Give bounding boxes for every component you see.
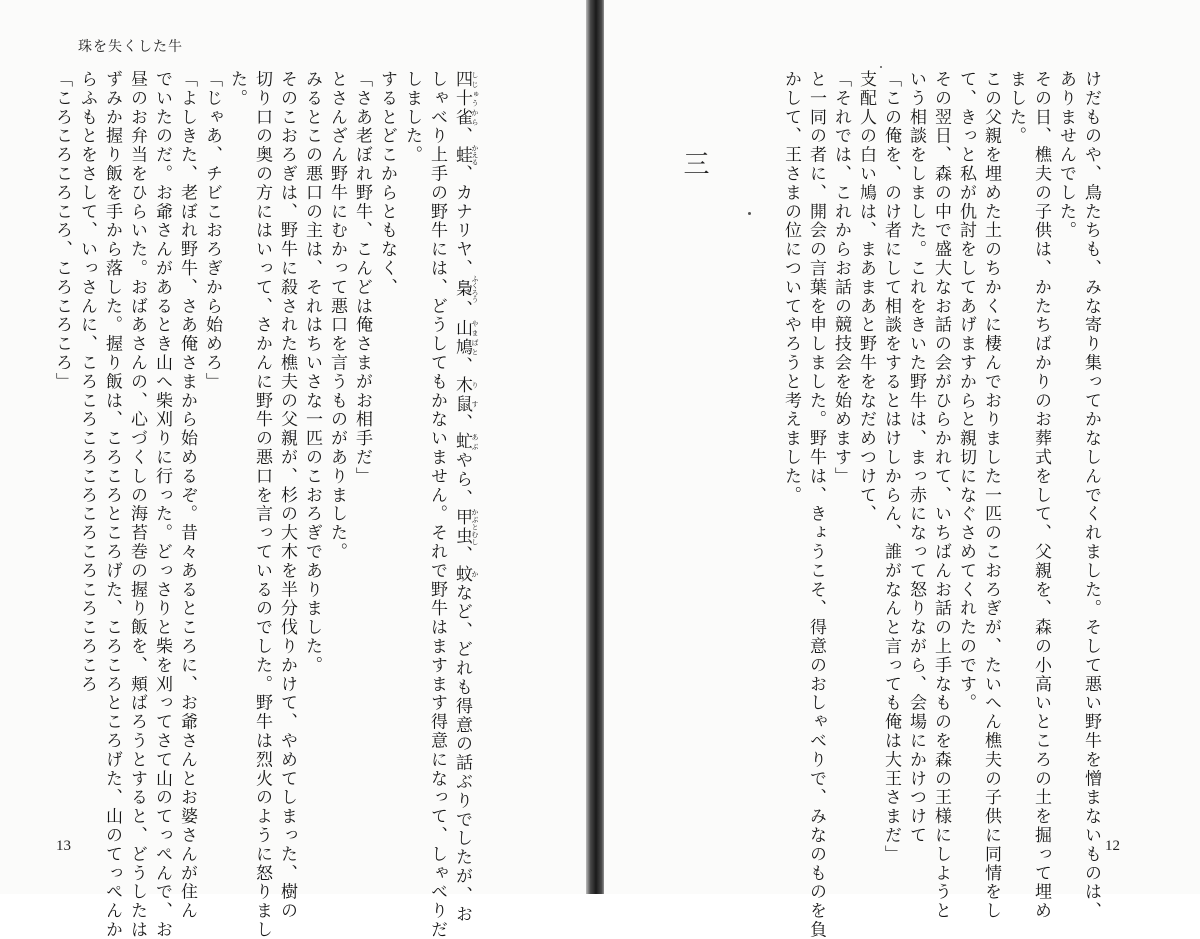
paper-speck xyxy=(748,212,751,215)
text-column: 「それでは、これからお話の競技会を始めます」 xyxy=(831,70,851,486)
book-gutter xyxy=(586,0,606,894)
page-number-right: 12 xyxy=(1105,838,1120,854)
text-column: 昼のお弁当をひらいた。おばあさんの、心づくしの海苔巻の握り飯を、頬ばろうとすると、どうしたは xyxy=(127,70,147,939)
text-column: けだものや、鳥たちも、みな寄り集ってかなしんでくれました。そして悪い野牛を憎まないものは、 xyxy=(1081,70,1101,921)
right-page xyxy=(604,0,1200,894)
text-column: 「ころころころころ、ころころころ」 xyxy=(52,70,72,392)
text-column: みるとこの悪口の主は、それはちいさな一匹のこおろぎでありました。 xyxy=(302,70,322,675)
text-column: て、きっと私が仇討をしてあげますからと親切になぐさめてくれたのです。 xyxy=(956,70,976,713)
text-column: 「じゃあ、チビこおろぎから始めろ」 xyxy=(202,70,222,392)
text-column: 「さあ老ぼれ野牛、こんどは俺さまがお相手だ」 xyxy=(352,70,372,486)
text-column: でいたのだ。お爺さんがあるとき山へ柴刈りに行った。どっさりと柴を刈ってさて山のてっぺんで、お xyxy=(152,70,172,939)
text-column: するとどこからともなく、 xyxy=(377,70,397,297)
section-number: 三 xyxy=(679,150,709,176)
text-column: らふもとをさして、いっさんに、ころころころころころころころころころ xyxy=(77,70,97,694)
text-column: かして、王さまの位についてやろうと考えました。 xyxy=(781,70,801,505)
text-column: 「よしきた、老ぼれ野牛、さあ俺さまから始めるぞ。昔々あるところに、お爺さんとお婆さんが住ん xyxy=(177,70,197,921)
text-column: ました。 xyxy=(1006,70,1026,146)
text-column: そのこおろぎは、野牛に殺された樵夫の父親が、杉の大木を半分伐りかけて、やめてしまった、樹の xyxy=(277,70,297,921)
text-column: しゃべり上手の野牛には、どうしてもかないません。それで野牛はますます得意になって、しゃべりだ xyxy=(427,70,447,939)
text-column: ありませんでした。 xyxy=(1056,70,1076,241)
text-column: その翌日、森の中で盛大なお話の会がひらかれて、いちばんお話の上手なものを森の王様にしようと xyxy=(931,70,951,921)
text-column: いう相談をしました。これをきいた野牛は、まっ赤になって怒りながら、会場にかけつけて xyxy=(906,70,926,845)
text-column: 「この俺を、のけ者にして相談をするとはけしからん、誰がなんと言っても俺は大王さまだ」 xyxy=(881,70,901,864)
text-column: ずみか握り飯を手から落した。握り飯は、ころころところげた、ころころところげた、山のてっぺんか xyxy=(102,70,122,939)
text-column: しました。 xyxy=(402,70,422,165)
running-head: 珠を失くした牛 xyxy=(78,39,183,55)
page-number-left: 13 xyxy=(56,838,71,854)
text-column: この父親を埋めた土のちかくに棲んでおりました一匹のこおろぎが、たいへん樵夫の子供に同情をし xyxy=(981,70,1001,921)
text-column-lead: 四十雀 しじゅうから、蛙 かえる、カナリヤ、梟 ふくろう、山鳩 やまばと、木鼠 りす、虻 あぶやら、甲虫 かぶとむし、蚊 かなど、どれも得意の話ぶりでしたが、お xyxy=(452,70,479,924)
text-column: その日、樵夫の子供は、かたちばかりのお葬式をして、父親を、森の小高いところの土を掘って埋め xyxy=(1031,70,1051,921)
text-column: 支配人の白い鳩は、まあまあと野牛をなだめつけて、 xyxy=(856,70,876,524)
paper-speck xyxy=(880,66,882,68)
text-column: と一同の者に、開会の言葉を申しました。野牛は、きょうこそ、得意のおしゃべりで、みなのものを負 xyxy=(806,70,826,939)
left-page xyxy=(0,0,588,939)
text-column: とさんざん野牛にむかって悪口を言うものがありました。 xyxy=(327,70,347,562)
text-column: 切り口の奥の方にはいって、さかんに野牛の悪口を言っているのでした。野牛は烈火のように怒りまし xyxy=(252,70,272,939)
text-column: た。 xyxy=(227,70,247,108)
